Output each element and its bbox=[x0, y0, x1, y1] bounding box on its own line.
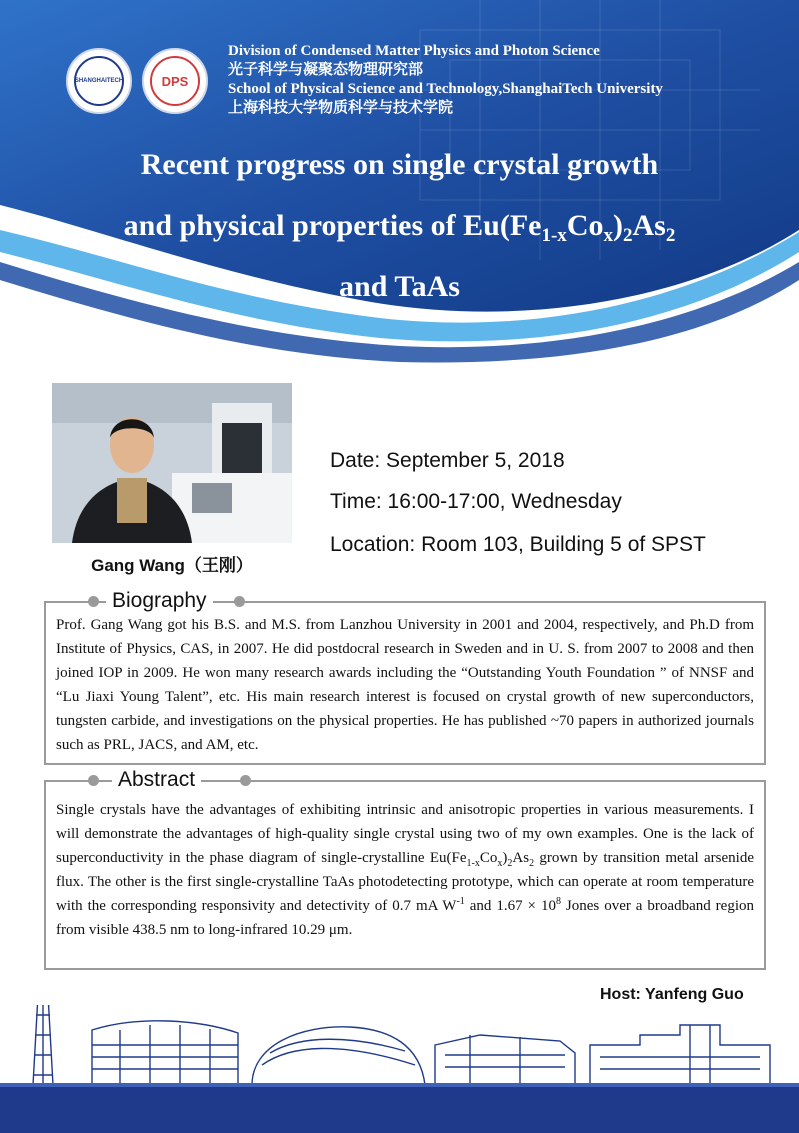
heading-dot bbox=[240, 775, 251, 786]
org-line: 光子科学与凝聚态物理研究部 bbox=[228, 62, 424, 78]
heading-dot bbox=[88, 775, 99, 786]
event-date: Date: September 5, 2018 bbox=[330, 449, 565, 472]
biography-text: Prof. Gang Wang got his B.S. and M.S. from Lanzhou University in 2001 and 2004, respectively, and Ph.D from Institute of Physics, CAS, in 2007. He did postdocral research in Sweden and in U. S. from 2007 to 2008 and then joined IOP in 2009. He won many research awards including the “Outstanding Youth Foundation ” of NNSF and “Lu Jiaxi Young Talent”, etc. His main research interest is focused on crystal growth of new superconductors, tungsten carbide, and investigations on the physical properties. He has published ~70 papers in authorized journals such as PRL, JACS, and AM, etc. bbox=[56, 617, 754, 753]
title-line-1: Recent progress on single crystal growth bbox=[140, 148, 659, 181]
organization-lines bbox=[228, 42, 663, 118]
abstract-heading: Abstract bbox=[112, 768, 201, 792]
heading-dot bbox=[234, 596, 245, 607]
logo-mark: SHANGHAITECH bbox=[74, 78, 124, 84]
event-time: Time: 16:00-17:00, Wednesday bbox=[330, 490, 622, 513]
abstract-box bbox=[44, 768, 766, 970]
campus-skyline-illustration bbox=[0, 1005, 799, 1133]
org-line: Division of Condensed Matter Physics and Photon Science bbox=[228, 43, 600, 59]
biography-box bbox=[44, 589, 766, 765]
dps-logo bbox=[142, 48, 208, 114]
event-location: Location: Room 103, Building 5 of SPST bbox=[330, 533, 706, 556]
org-line: 上海科技大学物质科学与技术学院 bbox=[228, 100, 454, 116]
org-line: School of Physical Science and Technology,ShanghaiTech University bbox=[228, 81, 663, 97]
title-line-2: and physical properties of $Eu(Fe_{1-x}Co_x)_2As_2$ bbox=[123, 209, 676, 246]
speaker-name: Gang Wang（王刚） bbox=[91, 556, 253, 575]
abstract-text: Single crystals have the advantages of exhibiting intrinsic and anisotropic properties in various measurements. I will demonstrate the advantages of high-quality single crystal using two of my own examples. One is the lack of superconductivity in the phase diagram of single-crystalline $Eu(Fe_{1-x}Co_x)_2As_2$ grown by transition metal arsenide flux. The other is the first single-crystalline TaAs photodetecting prototype, which can operate at room temperature with the corresponding responsivity and detectivity of 0.7 mA $W^{-1}$ and $1.67 \times 10^8$ Jones over a broadband region from visible 438.5 nm to long-infrared 10.29 μm. bbox=[56, 802, 754, 938]
poster-header bbox=[0, 0, 799, 365]
biography-heading: Biography bbox=[106, 589, 213, 613]
speaker-photo bbox=[52, 383, 292, 543]
logo-mark: DPS bbox=[161, 73, 189, 89]
talk-title bbox=[0, 134, 799, 317]
host-name: Host: Yanfeng Guo bbox=[600, 986, 744, 1003]
shanghaitech-university-logo bbox=[66, 48, 132, 114]
title-line-3: and TaAs bbox=[339, 270, 460, 303]
heading-dot bbox=[88, 596, 99, 607]
logo-group bbox=[66, 48, 208, 114]
